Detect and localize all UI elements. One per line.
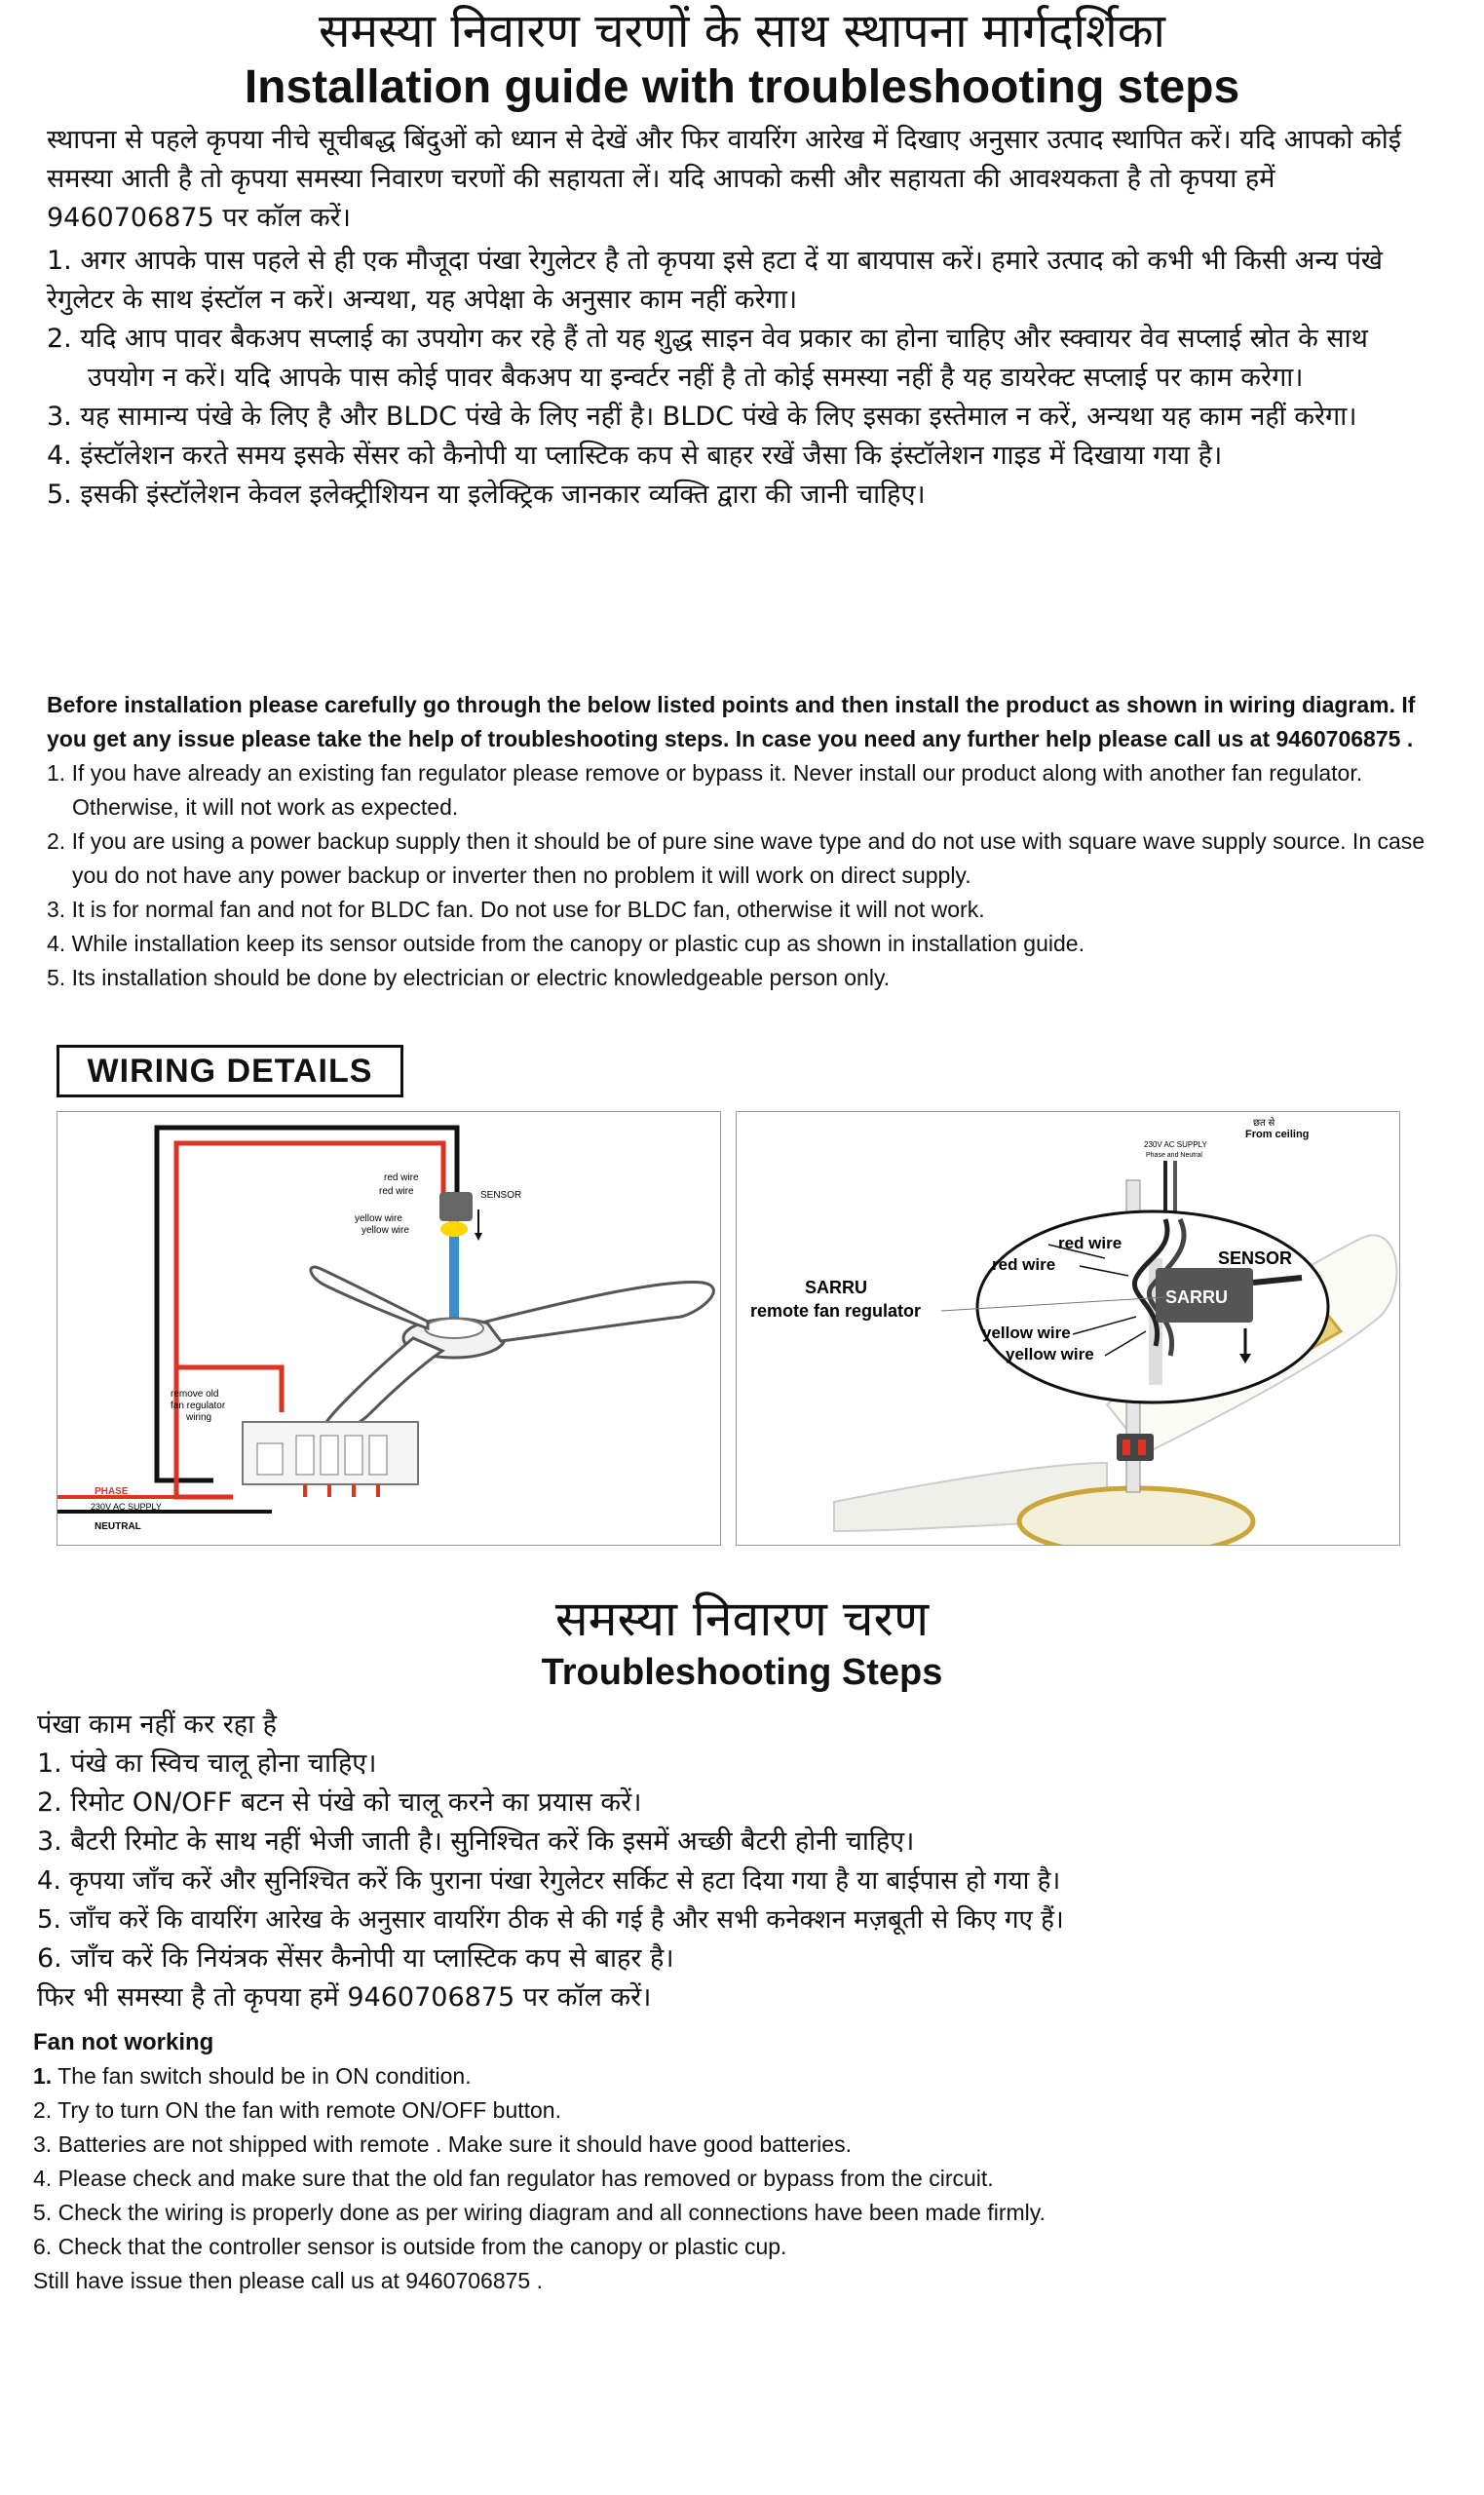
troubleshooting-hindi <box>37 1706 1430 2017</box>
fan-blade-right <box>486 1282 713 1341</box>
troubleshooting-english-step-6: 6. Check that the controller sensor is outside from the canopy or plastic cup. <box>33 2234 787 2259</box>
left-yellow-wire-label-1: yellow wire <box>355 1213 402 1224</box>
troubleshooting-english-step-4: 4. Please check and make sure that the old fan regulator has removed or bypass from the circuit. <box>33 2166 994 2191</box>
left-yellow-wire-label-2: yellow wire <box>361 1225 409 1236</box>
intro-english-item-3: 3. It is for normal fan and not for BLDC fan. Do not use for BLDC fan, otherwise it will not work. <box>47 897 985 922</box>
left-red-wire-label-1: red wire <box>384 1172 419 1183</box>
sensor-arrow-head <box>475 1233 482 1241</box>
troubleshooting-title-english: Troubleshooting Steps <box>541 1652 943 1693</box>
right-yellow-wire-label-2: yellow wire <box>1006 1345 1094 1363</box>
intro-english-item-1: 1. If you have already an existing fan regulator please remove or bypass it. Never install our product along with another fan regulator. Otherwise, it will not work as expected. <box>47 760 1363 820</box>
intro-hindi-item-1: 1. अगर आपके पास पहले से ही एक मौजूदा पंखा रेगुलेटर है तो कृपया इसे हटा दें या बायपास करें। हमारे उत्पाद को कभी भी किसी अन्य पंखे रेगुलेटर के साथ इंस्टॉल न करें। अन्यथा, यह अपेक्षा के अनुसार काम नहीं करेगा। <box>47 246 1384 315</box>
troubleshooting-heading-english: Fan not working <box>33 2029 214 2055</box>
fan-canopy <box>425 1319 483 1338</box>
sarru-device-label: SARRU <box>1165 1287 1229 1307</box>
troubleshooting-hindi-step-6: 6. जाँच करें कि नियंत्रक सेंसर कैनोपी या प्लास्टिक कप से बाहर है। <box>37 1943 674 1974</box>
intro-hindi-paragraph: स्थापना से पहले कृपया नीचे सूचीबद्ध बिंदुओं को ध्यान से देखें और फिर वायरिंग आरेख में दिखाए अनुसार उत्पाद स्थापित करें। यदि आपको कोई समस्या आती है तो कृपया समस्या निवारण चरणों की सहायता लें। यदि आपको कसी और सहायता की आवश्यकता है तो कृपया हमें 9460706875 पर कॉल करें। <box>47 125 1401 233</box>
remove-note-line-2: fan regulator <box>171 1401 226 1411</box>
ceiling-label-english: From ceiling <box>1245 1129 1310 1140</box>
remove-note-line-3: wiring <box>186 1412 212 1423</box>
fan-blade-left <box>324 1338 442 1431</box>
intro-english-paragraph: Before installation please carefully go through the below listed points and then install the product as shown in wiring diagram. If you get any issue please take the help of troubleshooting steps. In case you need any further help please call us at 9460706875 . <box>47 692 1416 751</box>
right-supply-label: 230V AC SUPPLY <box>1144 1140 1207 1149</box>
switch-4 <box>369 1436 387 1475</box>
troubleshooting-title-hindi: समस्या निवारण चरण <box>554 1591 930 1647</box>
intro-english-item-2: 2. If you are using a power backup supply then it should be of pure sine wave type and do not use with square wave supply source. In case you do not have any power backup or inverter then no problem it will work on direct supply. <box>47 828 1426 888</box>
intro-english-item-5: 5. Its installation should be done by electrician or electric knowledgeable person only. <box>47 965 891 990</box>
right-sensor-label: SENSOR <box>1218 1248 1293 1268</box>
left-red-wire-label-2: red wire <box>379 1186 414 1197</box>
intro-hindi-item-2: 2. यदि आप पावर बैकअप सप्लाई का उपयोग कर रहे हैं तो यह शुद्ध साइन वेव प्रकार का होना चाहिए और स्क्वायर वेव सप्लाई स्रोत के साथ उपयोग न करें। यदि आपके पास कोई पावर बैकअप या इन्वर्टर नहीं है तो कोई समस्या नहीं है यह डायरेक्ट सप्लाई पर काम करेगा। <box>47 324 1368 393</box>
step-1-text: The fan switch should be in ON condition. <box>52 2063 472 2089</box>
intro-hindi <box>47 121 1440 515</box>
wiring-diagram-left <box>57 1111 721 1546</box>
switch-1 <box>296 1436 314 1475</box>
troubleshooting-english-step-1 <box>33 2059 1427 2093</box>
intro-hindi-item-3: 3. यह सामान्य पंखे के लिए है और BLDC पंखे के लिए नहीं है। BLDC पंखे के लिए इसका इस्तेमाल न करें, अन्यथा यह काम नहीं करेगा। <box>47 402 1357 432</box>
sensor-box <box>439 1192 473 1221</box>
intro-hindi-item-5: 5. इसकी इंस्टॉलेशन केवल इलेक्ट्रीशियन या इलेक्ट्रिक जानकार व्यक्ति द्वारा की जानी चाहिए। <box>47 480 926 510</box>
terminal-block <box>1117 1434 1154 1461</box>
troubleshooting-hindi-step-4: 4. कृपया जाँच करें और सुनिश्चित करें कि पुराना पंखा रेगुलेटर सर्किट से हटा दिया गया है या बाईपास हो गया है। <box>37 1866 1061 1896</box>
wiring-diagram-left-svg <box>57 1112 720 1545</box>
fan-blade-back <box>311 1267 428 1328</box>
troubleshooting-english <box>33 2025 1427 2298</box>
step-1-number: 1. <box>33 2063 53 2089</box>
wiring-diagram-right-svg <box>737 1112 1399 1545</box>
right-yellow-wire-label-1: yellow wire <box>982 1324 1071 1342</box>
wiring-diagram-right <box>736 1111 1400 1546</box>
title-hindi: समस्या निवारण चरणों के साथ स्थापना मार्गदर्शिका <box>318 4 1165 58</box>
remove-note-line-1: remove old <box>171 1389 219 1400</box>
troubleshooting-english-step-2: 2. Try to turn ON the fan with remote ON/OFF button. <box>33 2097 561 2123</box>
yellow-connector <box>440 1221 468 1237</box>
intro-hindi-item-4: 4. इंस्टॉलेशन करते समय इसके सेंसर को कैनोपी या प्लास्टिक कप से बाहर रखें जैसा कि इंस्टॉलेशन गाइड में दिखाया गया है। <box>47 441 1223 471</box>
troubleshooting-hindi-step-1: 1. पंखे का स्विच चालू होना चाहिए। <box>37 1748 377 1779</box>
terminal-red-1 <box>1123 1439 1130 1455</box>
troubleshooting-english-step-5: 5. Check the wiring is properly done as per wiring diagram and all connections have been made firmly. <box>33 2200 1046 2225</box>
troubleshooting-hindi-step-2: 2. रिमोट ON/OFF बटन से पंखे को चालू करने का प्रयास करें। <box>37 1787 642 1818</box>
regulator-label-line-2: remote fan regulator <box>750 1301 922 1321</box>
right-fan-motor <box>1019 1488 1253 1545</box>
left-sensor-label: SENSOR <box>480 1190 522 1201</box>
socket <box>257 1443 283 1475</box>
right-red-wire-label-1: red wire <box>1058 1234 1123 1252</box>
troubleshooting-english-closing: Still have issue then please call us at 9460706875 . <box>33 2268 543 2293</box>
intro-english-item-4: 4. While installation keep its sensor outside from the canopy or plastic cup as shown in installation guide. <box>47 931 1084 956</box>
supply-label: 230V AC SUPPLY <box>91 1502 162 1512</box>
title-english: Installation guide with troubleshooting steps <box>244 61 1240 113</box>
neutral-label: NEUTRAL <box>95 1521 141 1532</box>
regulator-label-line-1: SARRU <box>805 1278 868 1297</box>
troubleshooting-hindi-step-3: 3. बैटरी रिमोट के साथ नहीं भेजी जाती है। सुनिश्चित करें कि इसमें अच्छी बैटरी होनी चाहिए। <box>37 1826 915 1857</box>
troubleshooting-hindi-closing: फिर भी समस्या है तो कृपया हमें 9460706875 पर कॉल करें। <box>37 1982 652 2013</box>
troubleshooting-hindi-step-5: 5. जाँच करें कि वायरिंग आरेख के अनुसार वायरिंग ठीक से की गई है और सभी कनेक्शन मज़बूती से किए गए हैं। <box>37 1905 1064 1935</box>
troubleshooting-english-step-3: 3. Batteries are not shipped with remote . Make sure it should have good batteries. <box>33 2131 852 2157</box>
switch-2 <box>321 1436 338 1475</box>
right-red-wire-label-2: red wire <box>992 1255 1056 1274</box>
wiring-details-heading: WIRING DETAILS <box>57 1045 403 1097</box>
troubleshooting-heading-hindi: पंखा काम नहीं कर रहा है <box>37 1709 278 1740</box>
switch-3 <box>345 1436 362 1475</box>
ceiling-label-hindi: छत से <box>1253 1118 1275 1129</box>
intro-english <box>47 688 1440 995</box>
terminal-red-2 <box>1138 1439 1146 1455</box>
right-supply-sub-label: Phase and Neutral <box>1146 1152 1202 1159</box>
phase-label: PHASE <box>95 1486 129 1497</box>
